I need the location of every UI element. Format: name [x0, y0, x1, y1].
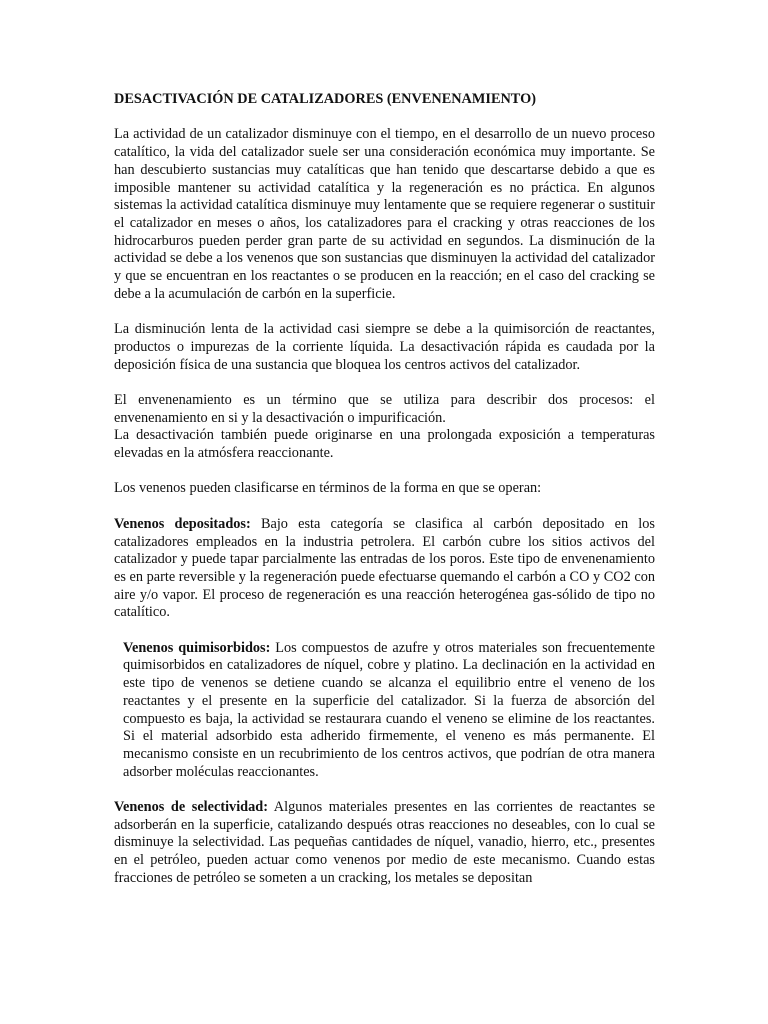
paragraph-chemisorbed-poisons	[114, 640, 655, 782]
selectivity-poisons-text: Algunos materiales presentes en las corrientes de reactantes se adsorberán en la superficie, catalizando después otras reacciones no deseables, con lo cual se disminuye la selectividad. Las pequeñas cantidades de níquel, vanadio, hierro, etc., presentes en el petróleo, pueden actuar como venenos por medio de este mecanismo. Cuando estas fracciones de petróleo se someten a un cracking, los metales se depositan	[114, 799, 655, 886]
poisoning-definition: El envenenamiento es un término que se utiliza para describir dos procesos: el envenenamiento en si y la desactivación o impurificación.	[114, 391, 655, 426]
paragraph-slow-deactivation: La disminución lenta de la actividad casi siempre se debe a la quimisorción de reactantes, productos o impurezas de la corriente líquida. La desactivación rápida es caudada por la deposición física de una sustancia que bloquea los centros activos del catalizador.	[114, 321, 655, 373]
chemisorbed-poisons-heading: Venenos quimisorbidos:	[123, 639, 271, 656]
paragraph-classification: Los venenos pueden clasificarse en términos de la forma en que se operan:	[114, 480, 542, 497]
selectivity-poisons-heading: Venenos de selectividad:	[114, 799, 268, 816]
document-body	[114, 91, 655, 905]
deposited-poisons-heading: Venenos depositados:	[114, 515, 251, 532]
thermal-deactivation: La desactivación también puede originarse en una prolongada exposición a temperaturas elevadas en la atmósfera reaccionante.	[114, 427, 655, 462]
chemisorbed-poisons-text: Los compuestos de azufre y otros materiales son frecuentemente quimisorbidos en catalizadores de níquel, cobre y platino. La declinación en la actividad en este tipo de venenos se detiene cuando se alcanza el equilibrio entre el veneno de los reactantes y el presente en la superficie del catalizador. Si la fuerza de absorción del compuesto es baja, la actividad se restaurara cuando el veneno se elimine de los reactantes. Si el material adsorbido esta adherido firmemente, el veneno es más permanente. El mecanismo consiste en un recubrimiento de los centros activos, que podrían de otra manera adsorber moléculas reaccionantes.	[123, 639, 655, 780]
paragraph-deposited-poisons	[114, 516, 655, 622]
paragraph-poisoning	[114, 392, 655, 463]
deposited-poisons-text: Bajo esta categoría se clasifica al carbón depositado en los catalizadores empleados en la industria petrolera. El carbón cubre los sitios activos del catalizador y puede tapar parcialmente las entradas de los poros. Este tipo de envenenamiento es en parte reversible y la regeneración puede efectuarse quemando el carbón a CO y CO2 con aire y/o vapor. El proceso de regeneración es una reacción heterogénea gas-sólido de tipo no catalítico.	[114, 515, 655, 621]
paragraph-intro: La actividad de un catalizador disminuye con el tiempo, en el desarrollo de un nuevo proceso catalítico, la vida del catalizador suele ser una consideración económica muy importante. Se han descubierto sustancias muy catalíticas que han tenido que descartarse debido a que es imposible mantener su actividad catalítica y la regeneración es no práctica. En algunos sistemas la actividad catalítica disminuye muy lentamente que se requiere regenerar o sustituir el catalizador en meses o años, los catalizadores para el cracking y otras reacciones de los hidrocarburos pueden perder gran parte de su actividad en segundos. La disminución de la actividad se debe a los venenos que son sustancias que disminuyen la actividad del catalizador y que se encuentran en los reactantes o se producen en la reacción; en el caso del cracking se debe a la acumulación de carbón en la superficie.	[114, 126, 655, 302]
paragraph-selectivity-poisons	[114, 799, 655, 888]
document-title: DESACTIVACIÓN DE CATALIZADORES (ENVENENAMIENTO)	[114, 91, 536, 107]
